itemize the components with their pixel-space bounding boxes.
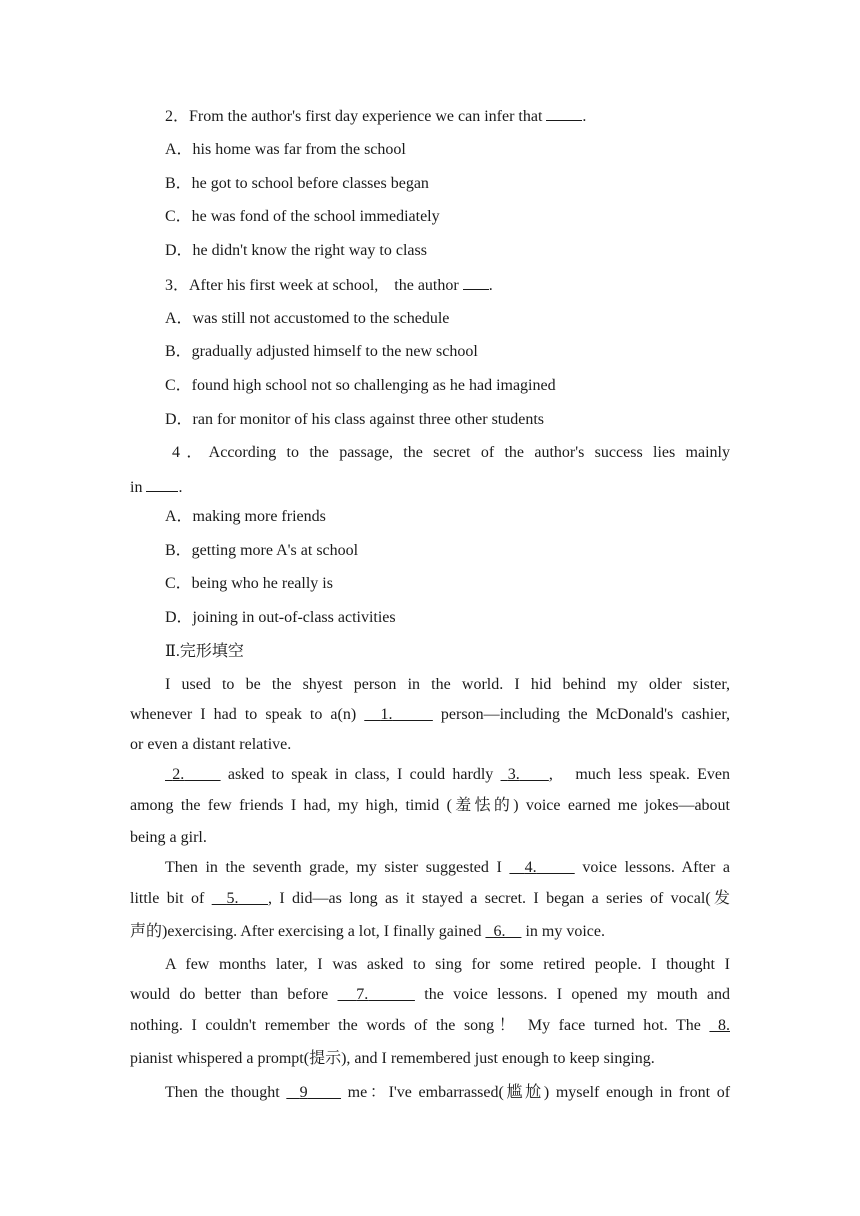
question-3-stem (165, 275, 765, 296)
blank-number: 5. (226, 890, 239, 907)
option-b: B．he got to school before classes began (165, 175, 429, 192)
question-3-text: 3．After his first week at school, the author (165, 277, 463, 294)
passage-line (130, 705, 730, 725)
question-4-text: in (130, 479, 147, 496)
cloze-blank-2 (165, 766, 221, 783)
question-2-end: . (582, 108, 587, 125)
answer-blank (463, 275, 489, 290)
passage-line: A few months later, I was asked to sing for some retired people. I thought I (165, 956, 730, 973)
cloze-blank-9 (286, 1084, 341, 1101)
cloze-blank-7 (338, 986, 415, 1003)
cloze-blank-6 (485, 923, 521, 940)
blank-number: 8. (718, 1017, 730, 1034)
passage-text: Then in the seventh grade, my sister suggested I (165, 859, 510, 876)
question-2-text: 2．From the author's first day experience we can infer that (165, 108, 547, 125)
answer-blank (146, 477, 178, 492)
passage-text: would do better than before (130, 986, 338, 1003)
passage-line: or even a distant relative. (130, 736, 292, 753)
answer-blank (546, 106, 582, 121)
blank-number: 7. (356, 986, 369, 1003)
passage-line (130, 889, 730, 909)
passage-line (130, 922, 730, 942)
passage-text: , much less speak. Even (548, 766, 731, 783)
question-3-end: . (488, 277, 493, 294)
cloze-blank-1 (364, 706, 433, 723)
passage-line: pianist whispered a prompt(提示), and I remembered just enough to keep singing. (130, 1050, 655, 1067)
passage-text: whenever I had to speak to a(n) (130, 706, 365, 723)
option-c: C．found high school not so challenging as he had imagined (165, 377, 556, 394)
blank-number: 3. (507, 766, 520, 783)
passage-line (130, 1016, 730, 1036)
blank-number: 6. (493, 923, 506, 940)
option-a: A．making more friends (165, 508, 326, 525)
passage-text: 声的)exercising. After exercising a lot, I finally gained (130, 923, 486, 940)
question-4-stem: 4．According to the passage, the secret of the author's success lies mainly (172, 444, 730, 461)
option-d: D．ran for monitor of his class against three other students (165, 411, 545, 428)
blank-number: 9 (299, 1084, 308, 1101)
cloze-blank-4 (509, 859, 574, 876)
question-4-end: . (178, 479, 183, 496)
passage-text: in my voice. (521, 923, 605, 940)
option-b: B．getting more A's at school (165, 542, 359, 559)
passage-line: among the few friends I had, my high, timid (羞怯的) voice earned me jokes—about (130, 797, 730, 814)
option-d: D．joining in out-of-class activities (165, 609, 396, 626)
passage-text: me：I've embarrassed(尴尬) myself enough in front of (341, 1084, 731, 1101)
passage-text: voice lessons. After a (574, 859, 731, 876)
option-b: B．gradually adjusted himself to the new school (165, 343, 478, 360)
passage-text: the voice lessons. I opened my mouth and (414, 986, 731, 1003)
option-c: C．he was fond of the school immediately (165, 208, 440, 225)
passage-line (165, 858, 730, 878)
passage-text: asked to speak in class, I could hardly (220, 766, 501, 783)
passage-text: person—including the McDonald's cashier, (432, 706, 731, 723)
question-2-stem (165, 106, 765, 127)
cloze-blank-5 (212, 890, 268, 907)
option-a: A．his home was far from the school (165, 141, 406, 158)
passage-line (165, 1083, 730, 1103)
passage-text: nothing. I couldn't remember the words of the song！ My face turned hot. The (130, 1017, 710, 1034)
option-a: A．was still not accustomed to the schedule (165, 310, 450, 327)
passage-line (130, 985, 730, 1005)
blank-number: 4. (524, 859, 537, 876)
section-title: Ⅱ.完形填空 (165, 643, 244, 660)
passage-line: being a girl. (130, 829, 207, 846)
passage-line (165, 765, 730, 785)
passage-text: little bit of (130, 890, 212, 907)
passage-line: I used to be the shyest person in the world. I hid behind my older sister, (165, 676, 730, 693)
blank-number: 1. (380, 706, 393, 723)
blank-number: 2. (172, 766, 185, 783)
question-4-stem-cont (130, 477, 730, 498)
passage-text: Then the thought (165, 1084, 287, 1101)
option-d: D．he didn't know the right way to class (165, 242, 427, 259)
cloze-blank-3 (501, 766, 549, 783)
cloze-blank-8 (709, 1017, 730, 1034)
option-c: C．being who he really is (165, 575, 333, 592)
passage-text: , I did—as long as it stayed a secret. I began a series of vocal(发 (267, 890, 731, 907)
